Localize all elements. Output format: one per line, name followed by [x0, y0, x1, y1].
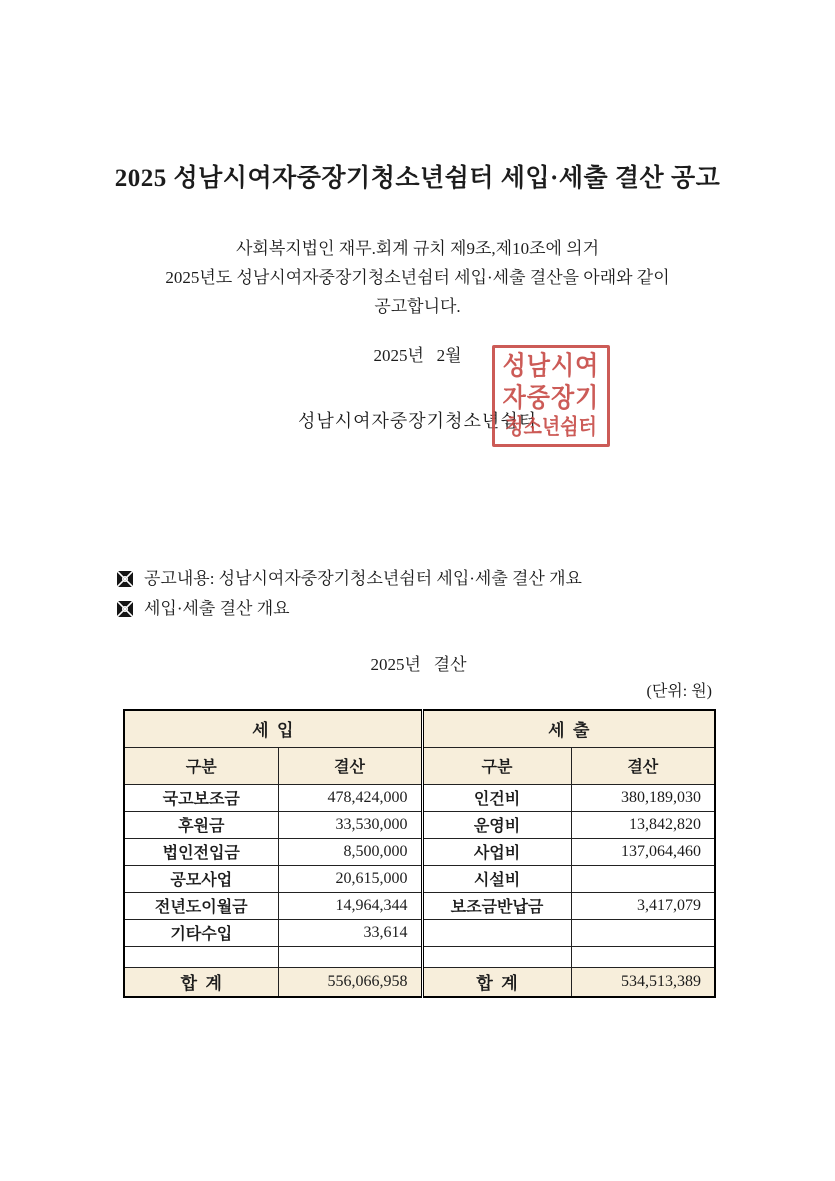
seal-line-3: 청소년쉼터	[505, 415, 597, 440]
income-category-cell: 법인전입금	[124, 838, 278, 865]
announcement-date: 2025년 2월	[373, 346, 462, 365]
expense-category-cell	[422, 919, 571, 946]
income-amount-cell	[278, 946, 422, 967]
settlement-table	[123, 709, 716, 998]
total-row	[124, 967, 715, 997]
table-row	[124, 892, 715, 919]
expense-category-cell: 운영비	[422, 811, 571, 838]
list-item	[117, 594, 835, 624]
expense-total-amount: 534,513,389	[571, 967, 715, 997]
intro-paragraph	[0, 234, 835, 321]
expense-settlement-header: 결산	[571, 747, 715, 784]
expense-category-cell: 시설비	[422, 865, 571, 892]
income-total-label: 합 계	[124, 967, 278, 997]
table-row	[124, 946, 715, 967]
expense-amount-cell: 380,189,030	[571, 784, 715, 811]
organization-name: 성남시여자중장기청소년쉼터	[297, 411, 538, 431]
intro-line-2: 2025년도 성남시여자중장기청소년쉼터 세입·세출 결산을 아래와 같이	[165, 268, 670, 287]
table-row	[124, 919, 715, 946]
expense-amount-cell	[571, 865, 715, 892]
income-amount-cell: 20,615,000	[278, 865, 422, 892]
unit-note: (단위: 원)	[646, 683, 712, 700]
pinwheel-bullet-icon	[117, 601, 133, 617]
intro-line-3: 공고합니다.	[374, 297, 461, 316]
expense-category-cell: 인건비	[422, 784, 571, 811]
expense-group-header: 세 출	[422, 710, 715, 747]
income-category-cell: 전년도이월금	[124, 892, 278, 919]
income-amount-cell: 33,614	[278, 919, 422, 946]
intro-line-1: 사회복지법인 재무.회계 규치 제9조,제10조에 의거	[235, 239, 600, 258]
table-row	[124, 838, 715, 865]
expense-amount-cell: 13,842,820	[571, 811, 715, 838]
notice-text-2: 세입·세출 결산 개요	[144, 599, 290, 618]
income-group-header: 세 입	[124, 710, 422, 747]
income-settlement-header: 결산	[278, 747, 422, 784]
table-column-header-row	[124, 747, 715, 784]
table-group-header-row	[124, 710, 715, 747]
income-category-cell: 기타수입	[124, 919, 278, 946]
expense-amount-cell: 3,417,079	[571, 892, 715, 919]
official-seal	[492, 345, 610, 447]
notice-text-1: 공고내용: 성남시여자중장기청소년쉼터 세입·세출 결산 개요	[144, 569, 582, 588]
table-row	[124, 865, 715, 892]
expense-total-label: 합 계	[422, 967, 571, 997]
expense-amount-cell	[571, 919, 715, 946]
income-amount-cell: 8,500,000	[278, 838, 422, 865]
income-category-cell	[124, 946, 278, 967]
table-row	[124, 784, 715, 811]
seal-line-2: 자중장기	[502, 384, 600, 413]
settlement-section-title: 2025년 결산	[370, 655, 467, 674]
expense-category-cell	[422, 946, 571, 967]
income-category-header: 구분	[124, 747, 278, 784]
income-category-cell: 국고보조금	[124, 784, 278, 811]
expense-category-header: 구분	[422, 747, 571, 784]
income-category-cell: 공모사업	[124, 865, 278, 892]
page-title: 2025 성남시여자중장기청소년쉼터 세입·세출 결산 공고	[114, 165, 721, 192]
income-amount-cell: 478,424,000	[278, 784, 422, 811]
income-category-cell: 후원금	[124, 811, 278, 838]
notice-list	[117, 564, 835, 624]
income-total-amount: 556,066,958	[278, 967, 422, 997]
pinwheel-bullet-icon	[117, 571, 133, 587]
expense-category-cell: 보조금반납금	[422, 892, 571, 919]
expense-category-cell: 사업비	[422, 838, 571, 865]
income-amount-cell: 33,530,000	[278, 811, 422, 838]
expense-amount-cell: 137,064,460	[571, 838, 715, 865]
income-amount-cell: 14,964,344	[278, 892, 422, 919]
list-item	[117, 564, 835, 594]
seal-line-1: 성남시여	[502, 353, 600, 382]
expense-amount-cell	[571, 946, 715, 967]
table-row	[124, 811, 715, 838]
